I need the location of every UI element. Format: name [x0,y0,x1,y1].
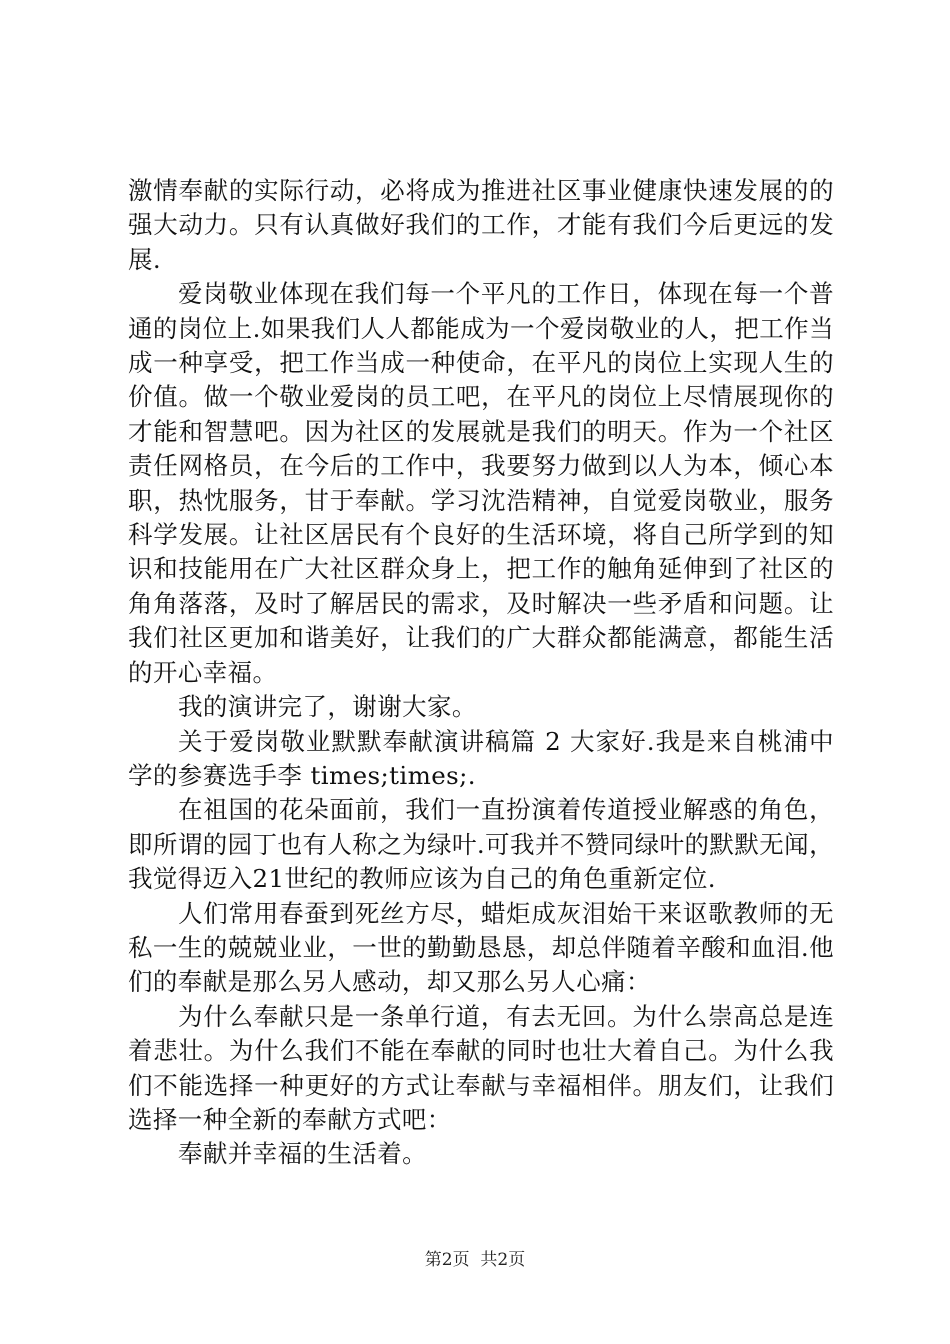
paragraph-3: 我的演讲完了，谢谢大家。 [178,692,477,722]
paragraph-7: 为什么奉献只是一条单行道，有去无回。为什么崇高总是连着悲壮。为什么我们不能在奉献的同时也壮大着自己。为什么我们不能选择一种更好的方式让奉献与幸福相伴。朋友们，让我们选择一种全新的奉献方式吧： [128,1001,834,1134]
paragraph-5: 在祖国的花朵面前，我们一直扮演着传道授业解惑的角色，即所谓的园丁也有人称之为绿叶.可我并不赞同绿叶的默默无闻，我觉得迈入21世纪的教师应该为自己的角色重新定位. [128,795,834,894]
paragraph-2: 爱岗敬业体现在我们每一个平凡的工作日，体现在每一个普通的岗位上.如果我们人人都能成为一个爱岗敬业的人，把工作当成一种享受，把工作当成一种使命，在平凡的岗位上实现人生的价值。做一个敬业爱岗的员工吧，在平凡的岗位上尽情展现你的才能和智慧吧。因为社区的发展就是我们的明天。作为一个社区责任网格员，在今后的工作中，我要努力做到以人为本，倾心本职，热忱服务，甘于奉献。学习沈浩精神，自觉爱岗敬业，服务科学发展。让社区居民有个良好的生活环境，将自己所学到的知识和技能用在广大社区群众身上，把工作的触角延伸到了社区的角角落落，及时了解居民的需求，及时解决一些矛盾和问题。让我们社区更加和谐美好，让我们的广大群众都能满意，都能生活的开心幸福。 [128,279,834,687]
paragraph-4: 关于爱岗敬业默默奉献演讲稿篇 2 大家好.我是来自桃浦中学的参赛选手李 times;times;. [128,726,834,790]
paragraph-6: 人们常用春蚕到死丝方尽，蜡炬成灰泪始干来讴歌教师的无私一生的兢兢业业，一世的勤勤恳恳，却总伴随着辛酸和血泪.他们的奉献是那么另人感动，却又那么另人心痛： [128,898,834,997]
paragraph-8: 奉献并幸福的生活着。 [178,1139,427,1169]
paragraph-1: 激情奉献的实际行动，必将成为推进社区事业健康快速发展的的强大动力。只有认真做好我们的工作，才能有我们今后更远的发展. [128,176,834,274]
document-body [128,174,834,1172]
page-number-footer: 第2页 共2页 [424,1250,526,1270]
